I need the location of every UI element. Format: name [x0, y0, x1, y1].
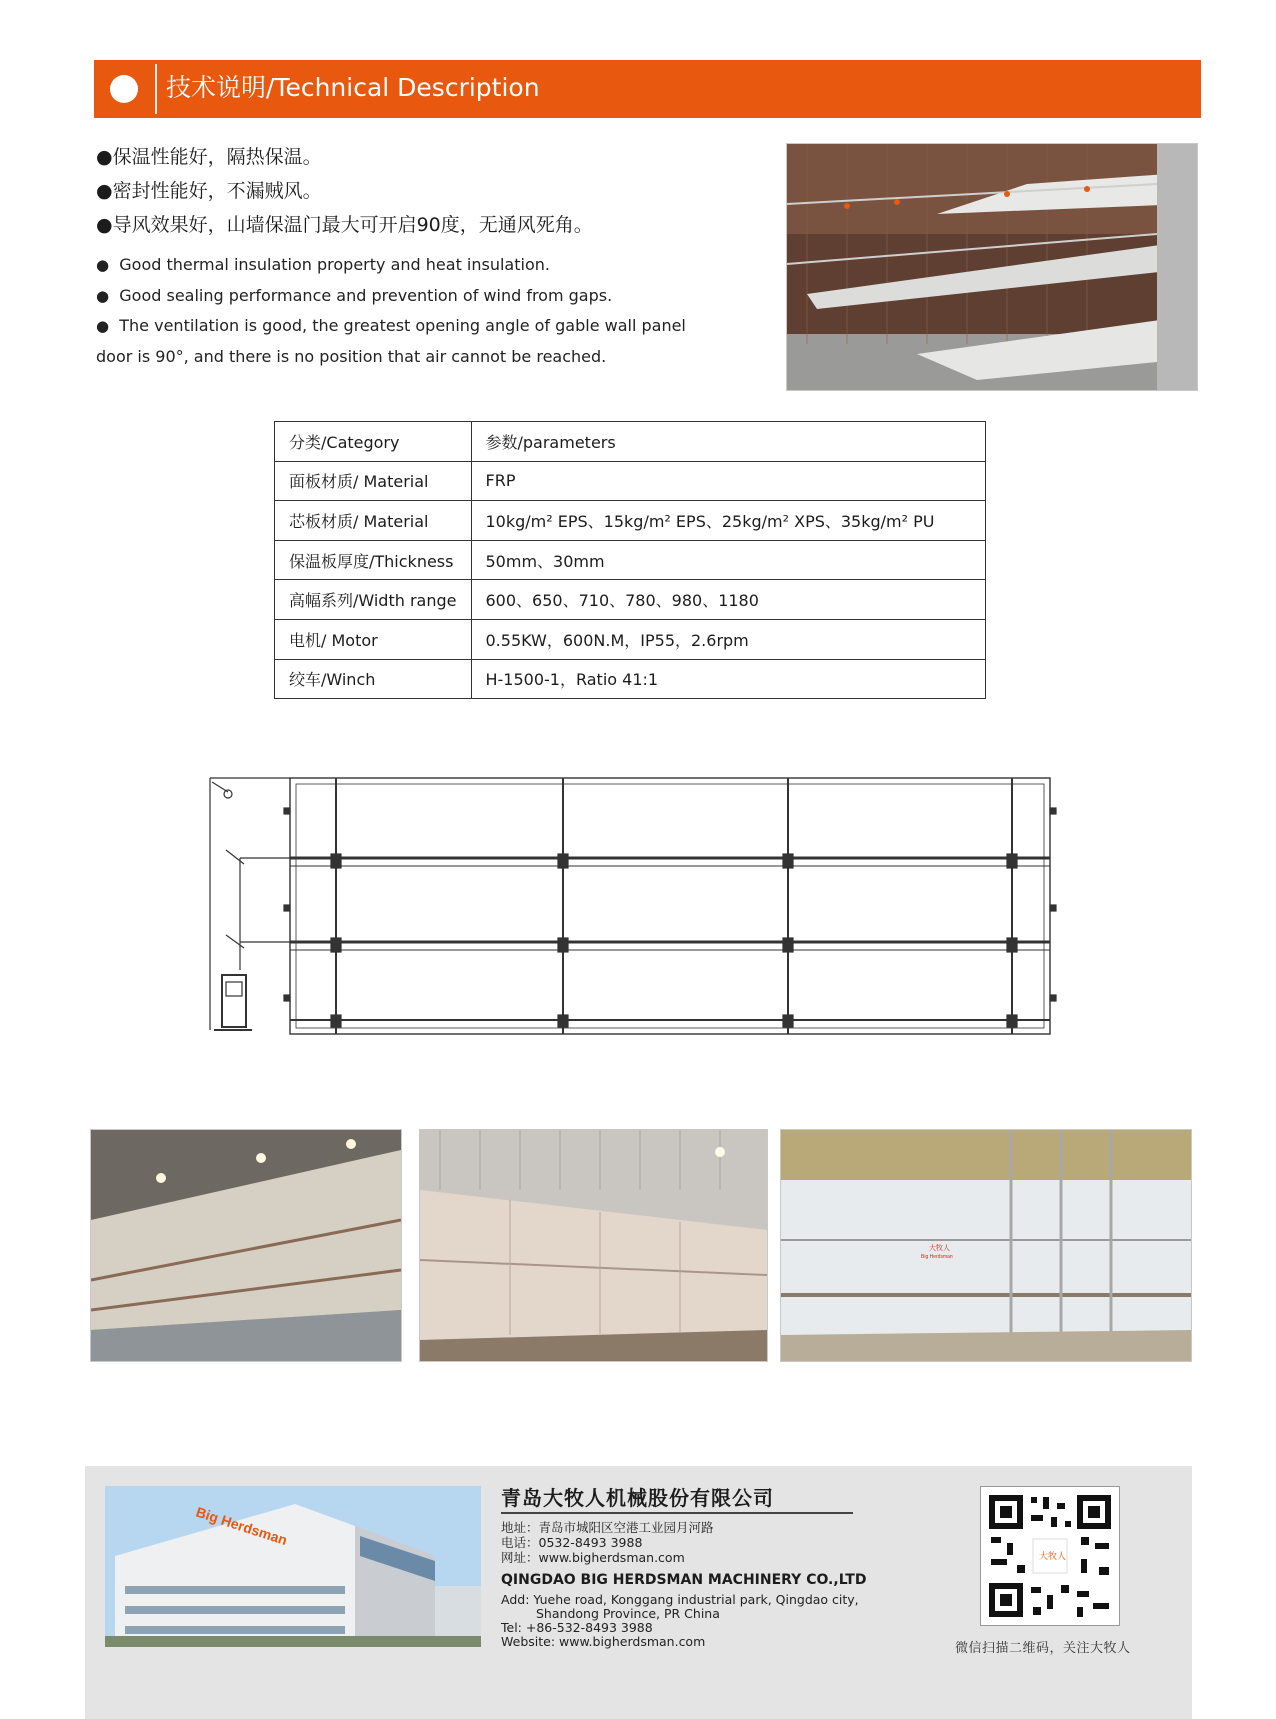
table-header-row	[275, 422, 986, 462]
panel-logo-cn: 大牧人	[929, 1245, 950, 1252]
table-row	[275, 659, 986, 699]
qr-logo: 大牧人	[1039, 1551, 1067, 1561]
phone-cn: 电话：0532-8493 3988	[501, 1535, 643, 1550]
table-cell: 绞车/Winch	[275, 659, 472, 699]
bullet-icon: ●	[96, 256, 110, 274]
company-building-photo	[105, 1486, 481, 1647]
product-photo-panel-doors	[786, 143, 1198, 391]
address-en-line1: Add: Yuehe road, Konggang industrial park, Qingdao city,	[501, 1592, 859, 1607]
table-cell: 50mm、30mm	[471, 540, 986, 580]
tel-en: Tel: +86-532-8493 3988	[501, 1620, 653, 1635]
feature-en-item: ● Good thermal insulation property and heat insulation.	[96, 255, 550, 274]
installation-photo-1	[90, 1129, 402, 1362]
table-cell: 保温板厚度/Thickness	[275, 540, 472, 580]
table-row	[275, 540, 986, 580]
section-title: 技术说明/Technical Description	[166, 73, 540, 102]
panel-logo-en: Big Herdsman	[921, 1254, 953, 1260]
table-cell: 高幅系列/Width range	[275, 580, 472, 620]
feature-cn-item: ●密封性能好，不漏贼风。	[96, 180, 322, 202]
header-divider	[155, 64, 157, 114]
technical-drawing	[200, 770, 1080, 1040]
table-cell: 10kg/m² EPS、15kg/m² EPS、25kg/m² XPS、35kg/m² PU	[471, 501, 986, 541]
table-cell: FRP	[471, 461, 986, 501]
table-header-cell: 分类/Category	[275, 422, 472, 462]
qr-caption: 微信扫描二维码，关注大牧人	[955, 1641, 1131, 1656]
feature-en-item: ● Good sealing performance and prevention of wind from gaps.	[96, 285, 613, 305]
feature-cn-item: ●保温性能好，隔热保温。	[96, 146, 322, 168]
website-cn: 网址：www.bigherdsman.com	[501, 1550, 685, 1565]
bullet-icon: ●	[96, 286, 110, 305]
company-name-en: QINGDAO BIG HERDSMAN MACHINERY CO.,LTD	[501, 1572, 867, 1588]
table-cell: 芯板材质/ Material	[275, 501, 472, 541]
address-en-line2: Shandong Province, PR China	[536, 1606, 720, 1621]
circle-icon	[110, 75, 138, 103]
table-cell: 面板材质/ Material	[275, 461, 472, 501]
installation-photo-3	[780, 1129, 1192, 1362]
installation-photo-2	[419, 1129, 768, 1362]
footer-divider	[501, 1512, 853, 1514]
feature-cn-item: ●导风效果好，山墙保温门最大可开启90度，无通风死角。	[96, 214, 593, 236]
spec-table	[274, 421, 986, 699]
table-cell: H-1500-1，Ratio 41:1	[471, 659, 986, 699]
table-row	[275, 461, 986, 501]
building-sign: Big Herdsman	[194, 1503, 290, 1549]
table-cell: 电机/ Motor	[275, 619, 472, 659]
table-row	[275, 580, 986, 620]
table-row	[275, 619, 986, 659]
qr-code[interactable]	[980, 1486, 1120, 1626]
bullet-icon: ●	[96, 317, 110, 335]
table-cell: 600、650、710、780、980、1180	[471, 580, 986, 620]
table-cell: 0.55KW，600N.M，IP55，2.6rpm	[471, 619, 986, 659]
features-cn-list	[96, 140, 593, 242]
table-header-cell: 参数/parameters	[471, 422, 986, 462]
feature-en-item: ● The ventilation is good, the greatest opening angle of gable wall panel door is 90°, and there is no position that air cannot be reached.	[96, 316, 686, 366]
table-row	[275, 501, 986, 541]
company-name-cn: 青岛大牧人机械股份有限公司	[501, 1486, 774, 1510]
website-en: Website: www.bigherdsman.com	[501, 1634, 706, 1649]
features-en-list	[96, 250, 726, 371]
address-cn: 地址：青岛市城阳区空港工业园月河路	[501, 1520, 714, 1535]
